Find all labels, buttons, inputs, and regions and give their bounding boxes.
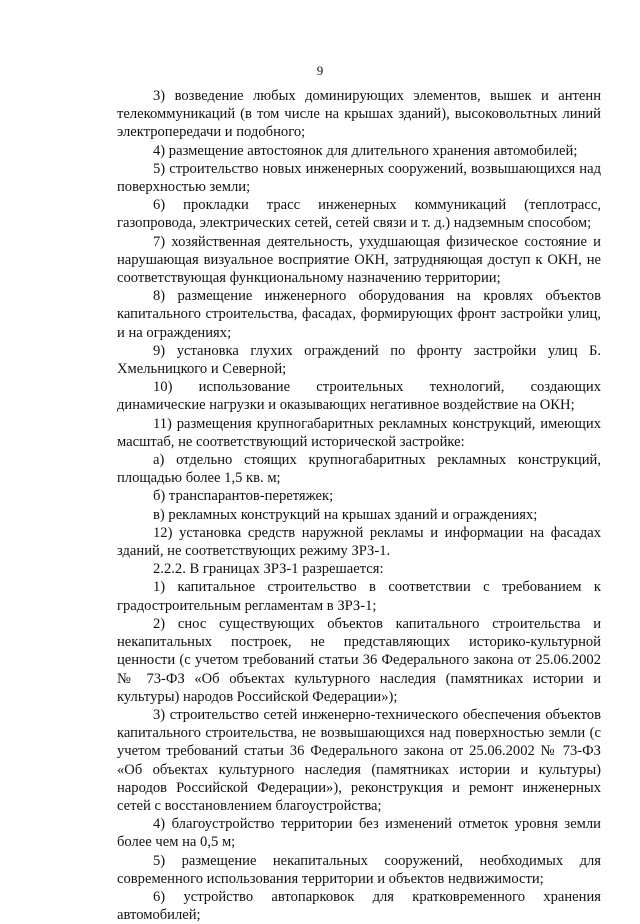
paragraph: 9) установка глухих ограждений по фронту застройки улиц Б. Хмельницкого и Северной;: [117, 342, 601, 378]
paragraph: 6) прокладки трасс инженерных коммуникаций (теплотрасс, газопровода, электрических сетей, сетей связи и т. д.) надземным способом;: [117, 197, 601, 232]
paragraph: 2) снос существующих объектов капитального строительства и некапитальных построек, не представляющих историко-культурной ценности (с учетом требований статьи 36 Федерального закона от 25.06.2002 № 73-ФЗ «Об объектах культурного наследия (памятниках истории и культуры) народов Российской Федерации»);: [117, 615, 601, 705]
document-body: [117, 87, 601, 924]
paragraph: 12) установка средств наружной рекламы и информации на фасадах зданий, не соответствующих режиму ЗРЗ-1.: [117, 524, 601, 560]
paragraph: 1) капитальное строительство в соответствии с требованием к градостроительным регламентам в ЗРЗ-1;: [117, 579, 601, 614]
paragraph: а) отдельно стоящих крупногабаритных рекламных конструкций, площадью более 1,5 кв. м;: [117, 452, 601, 487]
paragraph: 4) размещение автостоянок для длительного хранения автомобилей;: [153, 142, 578, 159]
paragraph: 10) использование строительных технологий, создающих динамические нагрузки и оказывающих негативное воздействие на ОКН;: [117, 379, 601, 414]
paragraph: 3) возведение любых доминирующих элементов, вышек и антенн телекоммуникаций (в том числе на крышах зданий), высоковольтных линий электропередачи и подобного;: [117, 88, 601, 141]
section-heading: 2.2.2. В границах ЗРЗ-1 разрешается:: [153, 561, 384, 578]
paragraph: б) транспарантов-перетяжек;: [153, 488, 334, 505]
paragraph: 5) размещение некапитальных сооружений, необходимых для современного использования территории и объектов недвижимости;: [117, 852, 601, 887]
paragraph: 3) строительство сетей инженерно-технического обеспечения объектов капитального строительства, не возвышающихся над поверхностью земли (с учетом требований статьи 36 Федерального закона от 25.06.2002 № 73-ФЗ «Об объектах культурного наследия (памятниках истории и культуры) народов Российской Федерации»), реконструкция и ремонт инженерных сетей с восстановлением благоустройства;: [117, 706, 601, 814]
paragraph: 4) благоустройство территории без изменений отметок уровня земли более чем на 0,5 м;: [117, 816, 601, 851]
paragraph: 7) хозяйственная деятельность, ухудшающая физическое состояние и нарушающая визуальное восприятие ОКН, затрудняющая доступ к ОКН, не соответствующая функциональному назначению территории;: [117, 233, 601, 287]
paragraph: 5) строительство новых инженерных сооружений, возвышающихся над поверхностью земли;: [117, 160, 601, 196]
paragraph: в) рекламных конструкций на крышах зданий и ограждениях;: [153, 506, 538, 523]
paragraph: 6) устройство автопарковок для кратковременного хранения автомобилей;: [117, 888, 601, 924]
page-number: 9: [316, 63, 324, 78]
paragraph: 8) размещение инженерного оборудования на кровлях объектов капитального строительства, фасадах, формирующих фронт застройки улиц, и на ограждениях;: [117, 288, 601, 341]
paragraph: 11) размещения крупногабаритных рекламных конструкций, имеющих масштаб, не соответствующий исторической застройке:: [117, 415, 601, 450]
